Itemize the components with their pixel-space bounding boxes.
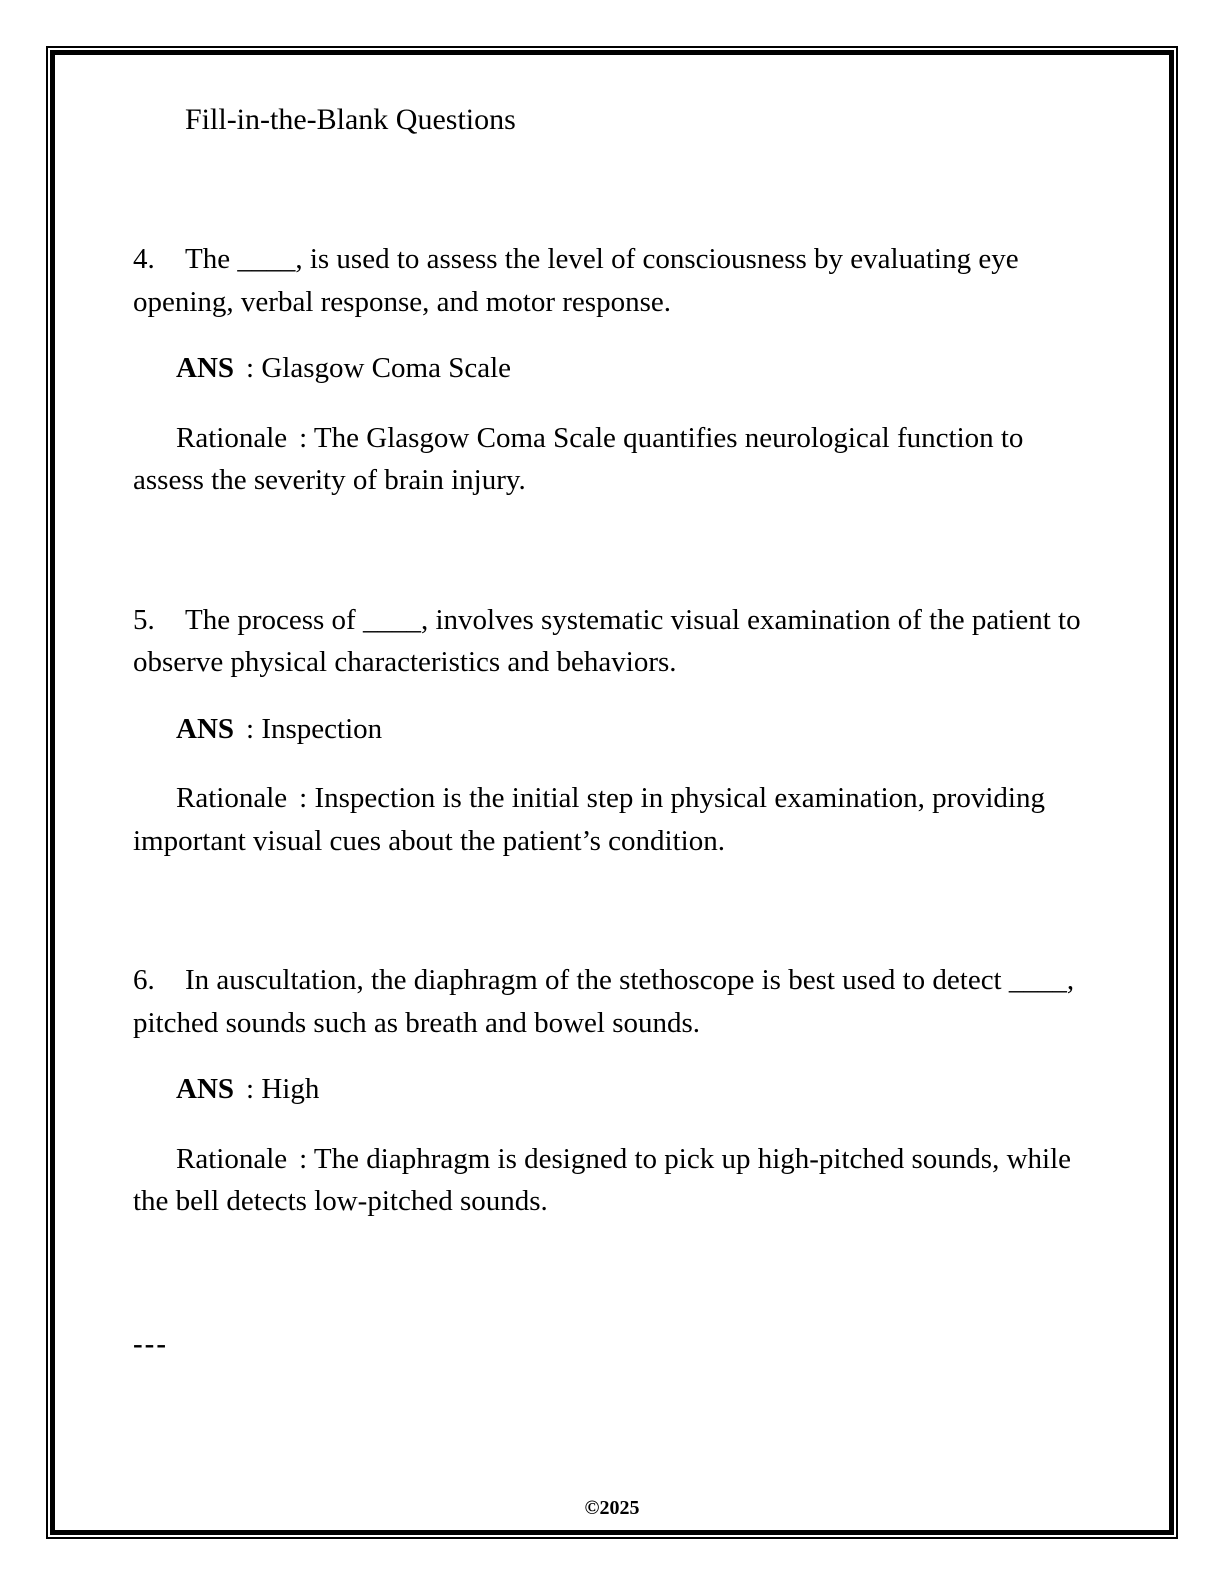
question-block-5 [133,599,1091,863]
question-number: 5. [133,603,155,636]
rationale-label: Rationale [176,782,288,814]
answer-text: : High [246,1073,320,1105]
rationale-line [133,417,1091,502]
rationale-label: Rationale [176,421,288,454]
separator-dashes: --- [133,1327,168,1360]
answer-line [133,1068,1091,1111]
question-number: 4. [133,243,155,275]
page-content [133,98,1091,1365]
answer-label: ANS [176,352,235,384]
question-block-6 [133,959,1091,1223]
answer-line [133,347,1091,390]
page-title: Fill-in-the-Blank Questions [185,103,516,136]
question-text [133,959,1091,1044]
rationale-text: : The Glasgow Coma Scale quantifies neurological function to assess the severity of brain injury. [133,421,1024,496]
footer-copyright: ©2025 [584,1497,640,1519]
answer-label: ANS [176,1073,235,1105]
question-body: The process of ____, involves systematic visual examination of the patient to observe physical characteristics and behaviors. [133,603,1081,678]
question-block-4 [133,238,1091,502]
rationale-text: : The diaphragm is designed to pick up high-pitched sounds, while the bell detects low-pitched sounds. [133,1142,1072,1217]
question-number: 6. [133,964,155,996]
question-text [133,238,1091,323]
rationale-label: Rationale [176,1142,288,1175]
rationale-line [133,1138,1091,1223]
answer-text: : Glasgow Coma Scale [246,352,511,384]
question-body: In auscultation, the diaphragm of the stethoscope is best used to detect ____, pitched sounds such as breath and bowel sounds. [133,964,1075,1039]
question-text [133,599,1091,684]
rationale-text: : Inspection is the initial step in physical examination, providing important visual cues about the patient’s condition. [133,782,1045,857]
answer-line [133,708,1091,751]
answer-label: ANS [176,712,235,745]
question-body: The ____, is used to assess the level of consciousness by evaluating eye opening, verbal response, and motor response. [133,243,1019,318]
answer-text: : Inspection [246,712,383,745]
rationale-line [133,777,1091,862]
